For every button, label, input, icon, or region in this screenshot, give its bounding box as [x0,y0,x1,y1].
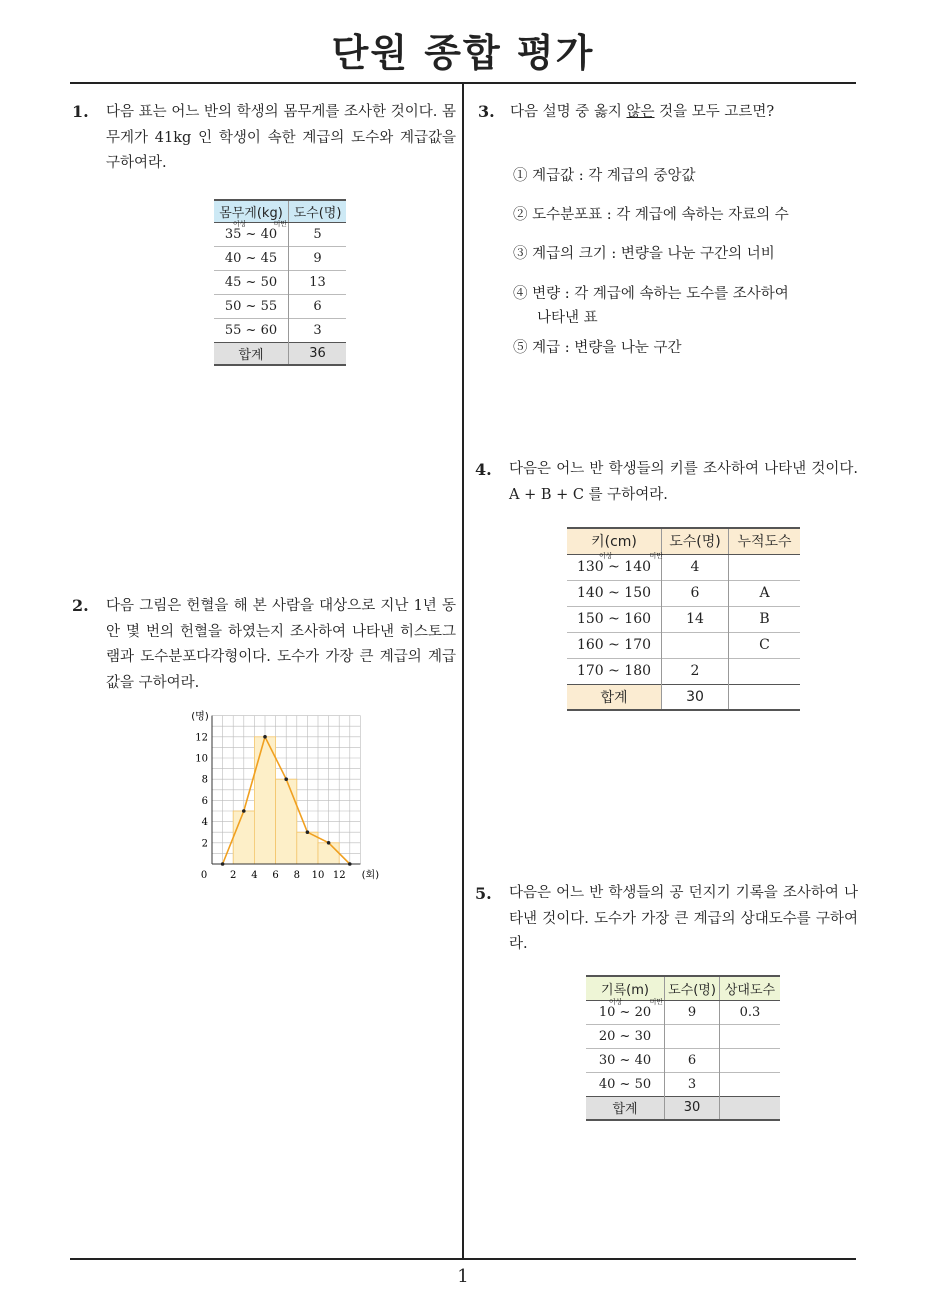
q4-cum-cell: C [729,632,801,658]
q4-class-cell: 140 ~ 150 [567,580,662,606]
q1-class-cell: 45 ~ 50 [214,270,289,294]
y-tick-label: 12 [195,732,208,744]
q5-rel-cell [720,1048,781,1072]
q5-class-cell: 20 ~ 30 [586,1024,665,1048]
q5-rel-cell [720,1024,781,1048]
q5-freq-cell: 3 [665,1072,720,1096]
y-axis-label: (명) [191,711,209,723]
page-title: 단원 종합 평가 [331,31,595,75]
table-total-row [586,1096,780,1120]
q3-text: 다음 설명 중 옳지 않은 것을 모두 고르면? [510,104,775,120]
histogram-chart [180,708,380,888]
table-total-row [567,684,800,710]
q5-header-freq: 도수(명) [665,976,720,1000]
table-row [567,580,800,606]
histogram-bar [318,843,339,864]
q5-class-cell: 30 ~ 40 [586,1048,665,1072]
x-axis-label: (회) [361,870,380,881]
q1-text: 다음 표는 어느 반의 학생의 몸무게를 조사한 것이다. 몸무게가 41kg 인 학생이 속한 계급의 도수와 계급값을 구하여라. [106,104,456,171]
x-tick-label: 6 [272,870,279,881]
q1-class-cell: 50 ~ 55 [214,294,289,318]
q5-header-class: 기록(m) [586,976,665,1000]
q4-cum-cell: A [729,580,801,606]
q3-option-1: ① 계급값 : 각 계급의 중앙값 [513,168,696,184]
q3-option-4: ④ 변량 : 각 계급에 속하는 도수를 조사하여 [513,286,789,302]
q1-class-cell: 55 ~ 60 [214,318,289,342]
q3-option-4-cont: 나타낸 표 [537,310,598,326]
table-row [214,294,346,318]
polygon-point [348,862,352,866]
q4-number: 4. [475,460,492,479]
histogram-bar [276,779,297,864]
x-tick-label: 4 [251,870,258,881]
polygon-point [242,809,246,813]
polygon-point [263,735,267,739]
q4-total-label: 합계 [567,684,662,710]
q2-text: 다음 그림은 헌혈을 해 본 사람을 대상으로 지난 1년 동안 몇 번의 헌혈을 하였는지 조사하여 나타낸 히스토그램과 도수분포다각형이다. 도수가 가장 큰 계급의 계급값을 구하여라. [106,598,456,691]
q4-table [567,527,800,711]
bottom-rule [70,1258,856,1260]
y-tick-label: 4 [201,817,208,829]
polygon-point [284,777,288,781]
q5-number: 5. [475,884,492,903]
y-tick-label: 6 [201,795,208,807]
q4-freq-cell: 2 [662,658,729,684]
y-tick-label: 10 [195,753,208,765]
q2-number: 2. [72,596,89,615]
table-row [586,1024,780,1048]
q1-number: 1. [72,102,89,121]
q5-header-rel: 상대도수 [720,976,781,1000]
q4-total-value: 30 [662,684,729,710]
table-row [214,246,346,270]
x-tick-label: 10 [311,870,325,881]
table-row [586,1048,780,1072]
q5-rel-cell [720,1072,781,1096]
q1-table [214,199,346,366]
q1-header-freq: 도수(명) [289,200,347,222]
table-row [567,658,800,684]
q1-freq-cell: 9 [289,246,347,270]
page-number: 1 [457,1266,469,1287]
table-row [567,632,800,658]
q1-class-cell: 이상 미만 35 ~ 40 [214,222,289,246]
q5-total-rel [720,1096,781,1120]
q1-total-label: 합계 [214,342,289,365]
q5-freq-cell [665,1024,720,1048]
polygon-point [221,862,225,866]
q4-class-cell: 150 ~ 160 [567,606,662,632]
x-tick-label: 0 [200,870,208,881]
q4-cum-cell [729,658,801,684]
q5-text: 다음은 어느 반 학생들의 공 던지기 기록을 조사하여 나타낸 것이다. 도수가 가장 큰 계급의 상대도수를 구하여라. [509,885,858,952]
q4-header-class: 키(cm) [567,528,662,554]
y-tick-label: 8 [201,774,208,786]
q4-class-cell: 160 ~ 170 [567,632,662,658]
table-row [214,318,346,342]
q4-class-cell: 이상 미만 130 ~ 140 [567,554,662,580]
q5-rel-cell: 0.3 [720,1000,781,1024]
x-tick-label: 2 [230,870,237,881]
q4-total-cum [729,684,801,710]
q5-freq-cell: 9 [665,1000,720,1024]
q4-header-cum: 누적도수 [729,528,801,554]
polygon-point [327,841,331,845]
table-total-row [214,342,346,365]
x-tick-label: 8 [293,870,300,881]
q4-freq-cell: 14 [662,606,729,632]
q1-freq-cell: 3 [289,318,347,342]
q1-total-value: 36 [289,342,347,365]
q3-option-2: ② 도수분포표 : 각 계급에 속하는 자료의 수 [513,207,789,223]
q4-text: 다음은 어느 반 학생들의 키를 조사하여 나타낸 것이다. A + B + C 를 구하여라. [509,461,858,503]
q4-freq-cell [662,632,729,658]
q1-class-cell: 40 ~ 45 [214,246,289,270]
table-row [586,1072,780,1096]
q5-table [586,975,780,1121]
q5-freq-cell: 6 [665,1048,720,1072]
q3-option-5: ⑤ 계급 : 변량을 나눈 구간 [513,340,682,356]
q1-freq-cell: 6 [289,294,347,318]
histogram-bar [233,811,254,864]
q4-class-cell: 170 ~ 180 [567,658,662,684]
table-row [567,606,800,632]
q4-freq-cell: 6 [662,580,729,606]
y-tick-label: 2 [201,838,208,850]
q1-freq-cell: 13 [289,270,347,294]
q3-option-3: ③ 계급의 크기 : 변량을 나눈 구간의 너비 [513,246,775,262]
q5-total-label: 합계 [586,1096,665,1120]
q3-number: 3. [478,102,495,121]
column-divider [462,82,464,1260]
q4-freq-cell: 4 [662,554,729,580]
table-row [214,270,346,294]
table-row [567,554,800,580]
histogram-bar [254,737,275,864]
histogram-bar [297,832,318,864]
x-tick-label: 12 [332,870,346,881]
q3-underlined-word: 않은 [626,104,655,120]
q5-total-value: 30 [665,1096,720,1120]
polygon-point [306,830,310,834]
table-row [586,1000,780,1024]
q1-freq-cell: 5 [289,222,347,246]
q1-header-class: 몸무게(kg) [214,200,289,222]
q5-class-cell: 40 ~ 50 [586,1072,665,1096]
q5-class-cell: 이상 미만 10 ~ 20 [586,1000,665,1024]
q4-cum-cell [729,554,801,580]
table-row [214,222,346,246]
q4-header-freq: 도수(명) [662,528,729,554]
q4-cum-cell: B [729,606,801,632]
